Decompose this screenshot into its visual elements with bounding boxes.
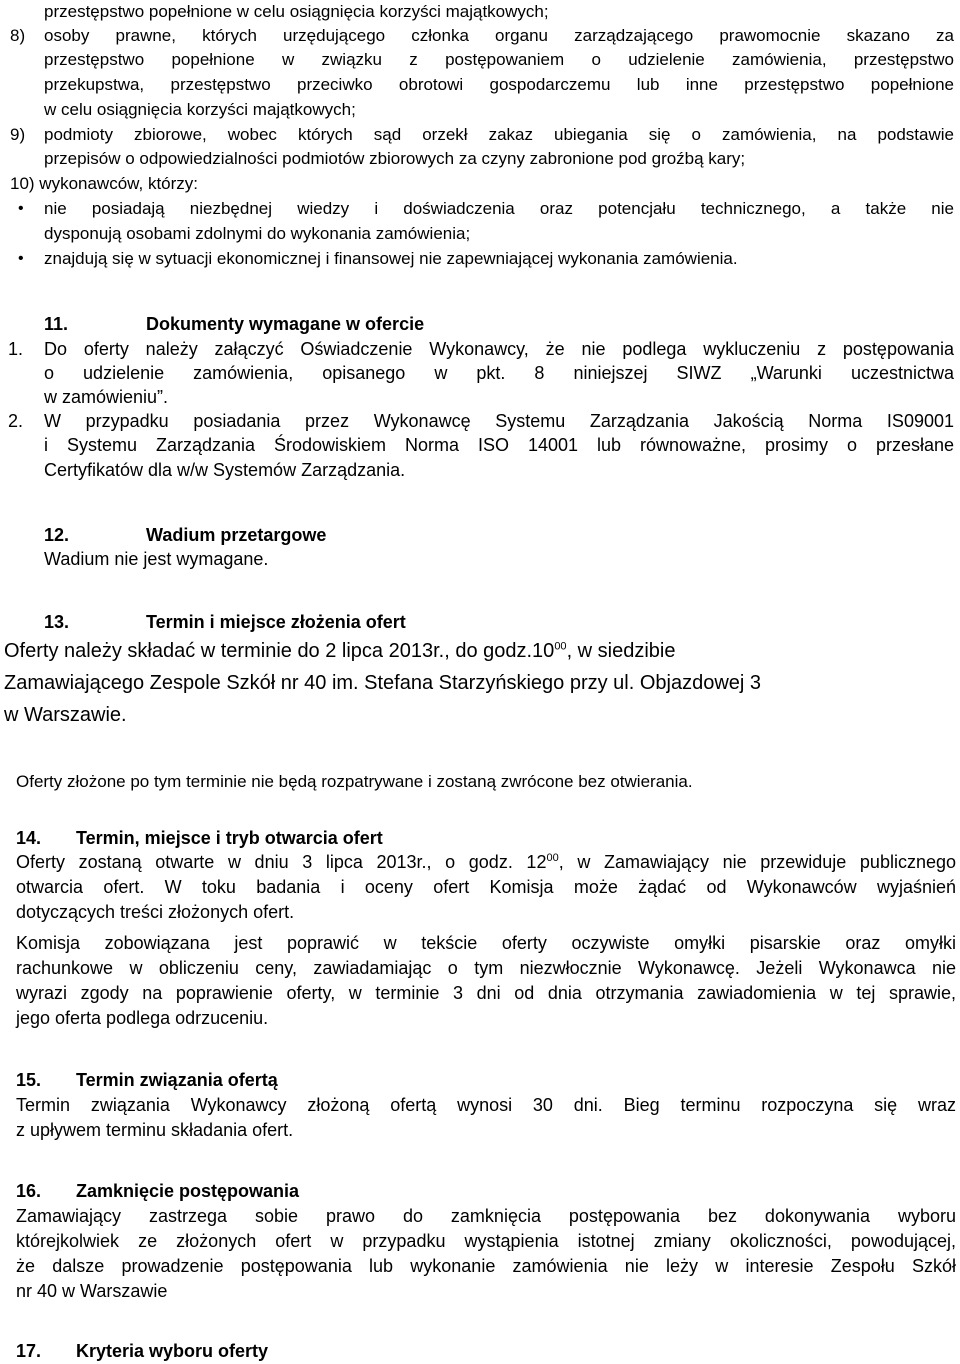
section-12-text: Wadium nie jest wymagane. bbox=[44, 549, 269, 569]
s11-item-1-number: 1. bbox=[8, 339, 24, 359]
s14-line: otwarcia ofert. W toku badania i oceny ofert Komisja może żądać od Wykonawców wyjaśnień bbox=[16, 877, 956, 897]
s11-item-1-line: w zamówieniu”. bbox=[44, 387, 169, 407]
section-13-title: Termin i miejsce złożenia ofert bbox=[146, 612, 406, 632]
item-8-line: w celu osiągnięcia korzyści majątkowych; bbox=[44, 100, 356, 119]
s11-item-2-number: 2. bbox=[8, 411, 24, 431]
bullet-icon: • bbox=[18, 250, 24, 267]
s16-line: którejkolwiek ze złożonych ofert w przypadku wystąpienia istotnej zmiany okoliczności, powodującej, bbox=[16, 1231, 956, 1251]
s14-line: Oferty zostaną otwarte w dniu 3 lipca 2013r., o godz. $12^{00}$, w Zamawiający nie przewiduje publicznego bbox=[16, 852, 956, 872]
section-12-title: Wadium przetargowe bbox=[146, 525, 327, 545]
bullet-icon: • bbox=[18, 200, 24, 217]
item-9-line: przepisów o odpowiedzialności podmiotów zbiorowych za czyny zabronione pod groźbą kary; bbox=[44, 149, 746, 168]
s14-paragraph-line: jego oferta podlega odrzuceniu. bbox=[16, 1008, 269, 1028]
item-8-line: przestępstwo popełnione w związku z postępowaniem o udzielenie zamówienia, przestępstwo bbox=[44, 50, 954, 69]
section-16-title: Zamknięcie postępowania bbox=[76, 1181, 300, 1201]
s15-line: Termin związania Wykonawcy złożoną ofertą wynosi 30 dni. Bieg terminu rozpoczyna się wraz bbox=[16, 1095, 956, 1115]
section-16-number: 16. bbox=[16, 1181, 42, 1201]
section-14-title: Termin, miejsce i tryb otwarcia ofert bbox=[76, 828, 383, 848]
s14-line: dotyczących treści złożonych ofert. bbox=[16, 902, 295, 922]
section-12-number: 12. bbox=[44, 525, 70, 545]
section-11-number: 11. bbox=[44, 314, 69, 334]
item-8-line: przekupstwa, przestępstwo przeciwko obrotowi gospodarczemu lub inne przestępstwo popełnione bbox=[44, 75, 954, 94]
s14-paragraph-line: wyrazi zgody na poprawienie oferty, w terminie 3 dni od dnia otrzymania zawiadomienia w tej sprawie, bbox=[16, 983, 956, 1003]
section-13-number: 13. bbox=[44, 612, 70, 632]
section-11-title: Dokumenty wymagane w ofercie bbox=[146, 314, 425, 334]
list-line: przestępstwo popełnione w celu osiągnięcia korzyści majątkowych; bbox=[44, 2, 549, 21]
s11-item-1-line: o udzielenie zamówienia, opisanego w pkt. 8 niniejszej SIWZ „Warunki uczestnictwa bbox=[44, 363, 954, 383]
bullet-line: nie posiadają niezbędnej wiedzy i doświadczenia oraz potencjału technicznego, a także nie bbox=[44, 199, 954, 218]
section-15-title: Termin związania ofertą bbox=[76, 1070, 278, 1090]
s13-line: Zamawiającego Zespole Szkół nr 40 im. Stefana Starzyńskiego przy ul. Objazdowej 3 bbox=[4, 672, 762, 694]
section-15-number: 15. bbox=[16, 1070, 42, 1090]
section-14-number: 14. bbox=[16, 828, 42, 848]
s13-note: Oferty złożone po tym terminie nie będą rozpatrywane i zostaną zwrócone bez otwierania. bbox=[16, 772, 693, 791]
item-9-number: 9) bbox=[10, 125, 26, 144]
item-9-line: podmioty zbiorowe, wobec których sąd orzekł zakaz ubiegania się o zamówienia, na podstawie bbox=[44, 125, 954, 144]
section-17-title: Kryteria wyboru oferty bbox=[76, 1341, 269, 1361]
section-17-number: 17. bbox=[16, 1341, 42, 1361]
item-8-number: 8) bbox=[10, 26, 26, 45]
s11-item-2-line: Certyfikatów dla w/w Systemów Zarządzania. bbox=[44, 460, 406, 480]
s11-item-2-line: i Systemu Zarządzania Środowiskiem Norma ISO 14001 lub równoważne, prosimy o przesłane bbox=[44, 435, 954, 455]
s14-paragraph-line: Komisja zobowiązana jest poprawić w tekście oferty oczywiste omyłki pisarskie oraz omyłki bbox=[16, 933, 956, 953]
item-8-line: osoby prawne, których urzędującego członka organu zarządzającego prawomocnie skazano za bbox=[44, 26, 954, 45]
item-10-line: 10) wykonawców, którzy: bbox=[10, 174, 199, 193]
s13-line: Oferty należy składać w terminie do 2 lipca 2013r., do $godz.10^{00}$, w siedzibie bbox=[4, 640, 676, 662]
s16-line: nr 40 w Warszawie bbox=[16, 1281, 168, 1301]
s15-line: z upływem terminu składania ofert. bbox=[16, 1120, 294, 1140]
s11-item-1-line: Do oferty należy załączyć Oświadczenie Wykonawcy, że nie podlega wykluczeniu z postępowania bbox=[44, 339, 954, 359]
s13-line: w Warszawie. bbox=[4, 704, 127, 726]
bullet-line: dysponują osobami zdolnymi do wykonania zamówienia; bbox=[44, 224, 471, 243]
s16-line: że dalsze prowadzenie postępowania lub wykonanie zamówienia nie leży w interesie Zespołu Szkół bbox=[16, 1256, 956, 1276]
s11-item-2-line: W przypadku posiadania przez Wykonawcę Systemu Zarządzania Jakością Norma IS09001 bbox=[44, 411, 954, 431]
bullet-line: znajdują się w sytuacji ekonomicznej i finansowej nie zapewniającej wykonania zamówienia. bbox=[44, 249, 738, 268]
s16-line: Zamawiający zastrzega sobie prawo do zamknięcia postępowania bez dokonywania wyboru bbox=[16, 1206, 956, 1226]
s14-paragraph-line: rachunkowe w obliczeniu ceny, zawiadamiając o tym niezwłocznie Wykonawcę. Jeżeli Wykonawca nie bbox=[16, 958, 956, 978]
